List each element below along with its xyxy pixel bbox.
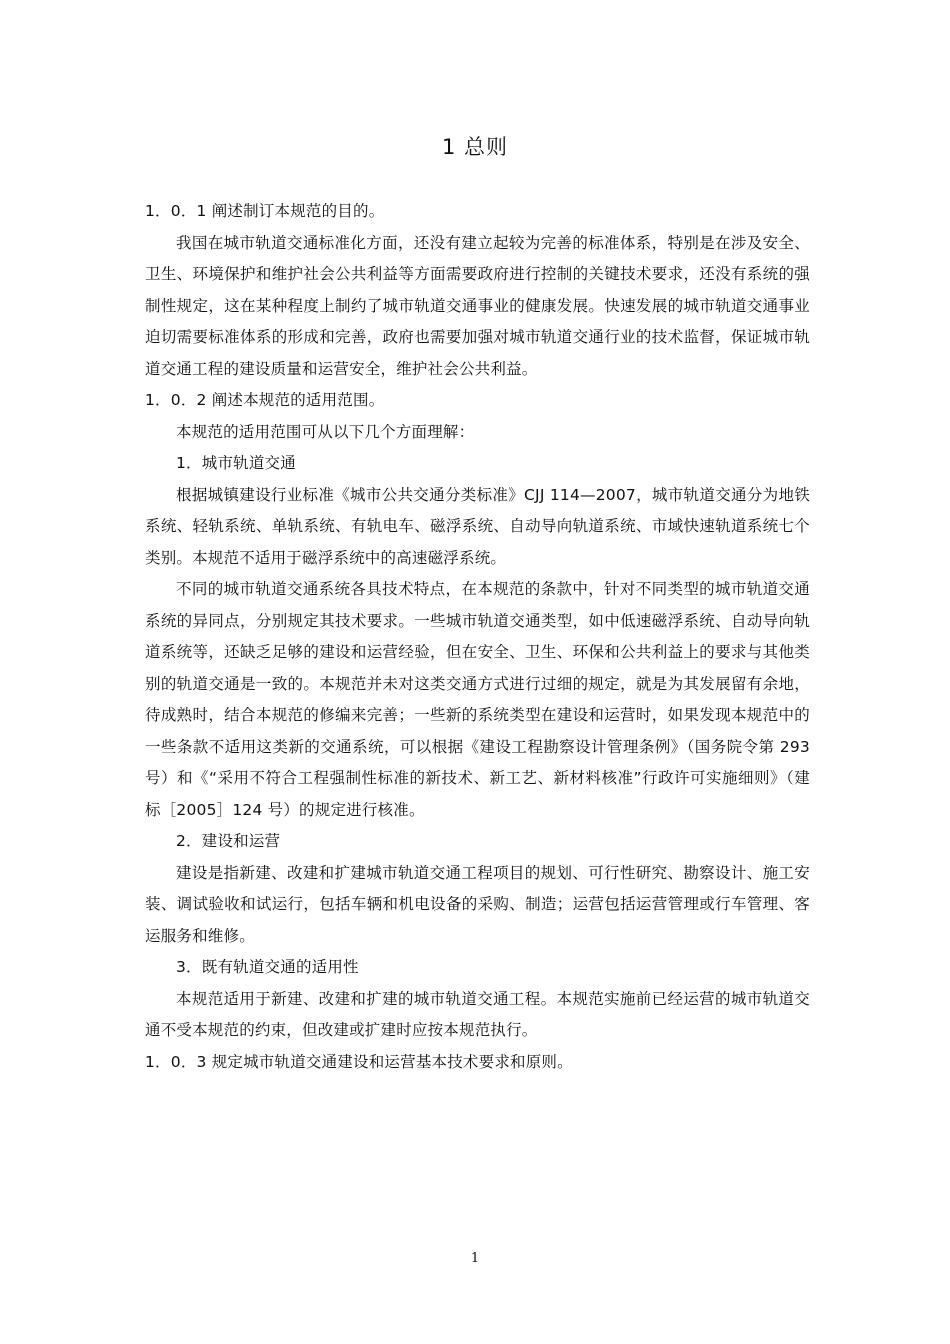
body-text bbox=[145, 196, 810, 1078]
paragraph-construction-definition: 建设是指新建、改建和扩建城市轨道交通工程项目的规划、可行性研究、勘察设计、施工安装、调试验收和试运行，包括车辆和机电设备的采购、制造；运营包括运营管理或行车管理、客运服务和维修。 bbox=[145, 863, 810, 945]
clause-1-0-3: 1．0．3 规定城市轨道交通建设和运营基本技术要求和原则。 bbox=[145, 1052, 573, 1071]
paragraph-existing-applicability: 本规范适用于新建、改建和扩建的城市轨道交通工程。本规范实施前已经运营的城市轨道交通不受本规范的约束，但改建或扩建时应按本规范执行。 bbox=[145, 989, 810, 1039]
paragraph-purpose: 我国在城市轨道交通标准化方面，还没有建立起较为完善的标准体系，特别是在涉及安全、卫生、环境保护和维护社会公共利益等方面需要政府进行控制的关键技术要求，还没有系统的强制性规定，这在某种程度上制约了城市轨道交通事业的健康发展。快速发展的城市轨道交通事业迫切需要标准体系的形成和完善，政府也需要加强对城市轨道交通行业的技术监督，保证城市轨道交通工程的建设质量和运营安全，维护社会公共利益。 bbox=[145, 233, 810, 378]
subheading-construction-operation: 2．建设和运营 bbox=[176, 832, 281, 850]
page-title: 1 总则 bbox=[441, 135, 509, 159]
clause-1-0-1: 1．0．1 阐述制订本规范的目的。 bbox=[145, 202, 385, 220]
page-number: 1 bbox=[470, 1251, 480, 1266]
paragraph-scope-intro: 本规范的适用范围可从以下几个方面理解： bbox=[176, 422, 475, 441]
subheading-urban-rail: 1．城市轨道交通 bbox=[176, 454, 296, 472]
paragraph-system-differences: 不同的城市轨道交通系统各具技术特点，在本规范的条款中，针对不同类型的城市轨道交通系统的异同点，分别规定其技术要求。一些城市轨道交通类型，如中低速磁浮系统、自动导向轨道系统等，还缺乏足够的建设和运营经验，但在安全、卫生、环保和公共利益上的要求与其他类别的轨道交通是一致的。本规范并未对这类交通方式进行过细的规定，就是为其发展留有余地，待成熟时，结合本规范的修编来完善；一些新的系统类型在建设和运营时，如果发现本规范中的一些条款不适用这类新的交通系统，可以根据《建设工程勘察设计管理条例》（国务院令第 293 号）和《“采用不符合工程强制性标准的新技术、新工艺、新材料核准”行政许可实施细则》（建标［2005］124 号）的规定进行核准。 bbox=[145, 580, 810, 819]
paragraph-classification: 根据城镇建设行业标准《城市公共交通分类标准》CJJ 114—2007，城市轨道交通分为地铁系统、轻轨系统、单轨系统、有轨电车、磁浮系统、自动导向轨道系统、市域快速轨道系统七个类别。本规范不适用于磁浮系统中的高速磁浮系统。 bbox=[145, 485, 810, 567]
clause-1-0-2: 1．0．2 阐述本规范的适用范围。 bbox=[145, 391, 385, 409]
subheading-existing-applicability: 3．既有轨道交通的适用性 bbox=[176, 958, 359, 976]
